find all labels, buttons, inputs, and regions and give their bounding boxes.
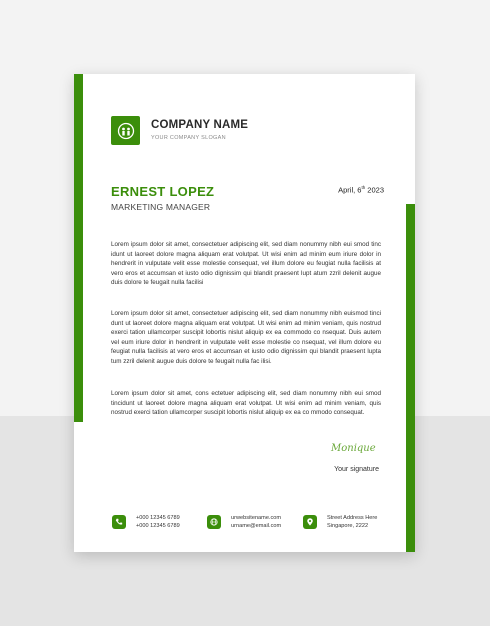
address-line-2: Singapore, 2222	[327, 523, 369, 530]
date-month: April, 6	[338, 185, 362, 195]
date-suffix: th	[361, 185, 366, 190]
body-paragraph-2: Lorem ipsum dolor sit amet, consectetuer adipiscing elit, sed diam nonummy nibh euismod tinci dunt ut laoreet dolore magna aliquam erat volutpat. Ut wisi enim ad minim veniam, quis nostrud exerci tation ullamcorper suscipit lobortis nislut aliquip ex ea commodo co nsequat. Duis autem vel eum iriure dolor in hendrerit in vulputate velit esse molestie co nsequat, vel illum dolore eu feugiat nulla facilisis at vero eros et accumsan et iusto odio dignissim qui blandit praesent lupta tum zzril delenit augue duis dolore te feugait nulla fac ilisi.	[111, 310, 381, 365]
company-name: COMPANY NAME	[151, 119, 249, 131]
left-accent-bar	[74, 74, 83, 422]
right-accent-bar	[406, 204, 415, 552]
location-icon	[303, 515, 317, 529]
people-logo-icon	[117, 122, 135, 140]
contact-phone	[112, 514, 180, 531]
letter-date	[338, 185, 384, 195]
letterhead-page	[74, 74, 415, 552]
handwritten-signature: Monique	[331, 443, 376, 454]
body-paragraph-3: Lorem ipsum dolor sit amet, cons ectetuer adipiscing elit, sed diam nonummy nibh eui smod tincidunt ut laoreet dolore magna aliquam erat volutpat. Ut wisi enim ad minim veniam, quis nostrud exerci tation ullamcorper suscipit lobortis nislut aliquip ex ea co mmodo consequat.	[111, 390, 381, 417]
contact-web	[207, 514, 281, 531]
address-line-1: Street Address Here	[327, 515, 378, 521]
company-logo	[111, 116, 140, 145]
body-paragraph-1: Lorem ipsum dolor sit amet, consectetuer adipiscing elit, sed diam nonummy nibh eui smod tinc idunt ut laoreet dolore magna aliquam erat volutpat. Ut wisi enim ad minim eum iriure dolor in hendrerit in vulputate velit esse molestie consequat, vel illum dolore eu feugiat nulla facilisis at vero eros et accumsan et iusto odio dignissim qui blandit praesent lupt atum zzril delenit augue duis dolore te feugait nulla facilisi	[111, 241, 381, 287]
phone-icon	[112, 515, 126, 529]
globe-icon	[207, 515, 221, 529]
website-text: urwebsitename.com	[231, 515, 282, 521]
date-year: 2023	[365, 185, 384, 195]
signature-label: Your signature	[334, 466, 379, 473]
phone-line-2: +000 12345 6789	[136, 523, 180, 530]
company-slogan: YOUR COMPANY SLOGAN	[151, 135, 226, 141]
email-text: urname@email.com	[231, 523, 282, 530]
phone-line-1: +000 12345 6789	[136, 515, 180, 521]
person-name: ERNEST LOPEZ	[111, 184, 215, 199]
contact-address	[303, 514, 377, 531]
person-title: MARKETING MANAGER	[111, 202, 211, 212]
